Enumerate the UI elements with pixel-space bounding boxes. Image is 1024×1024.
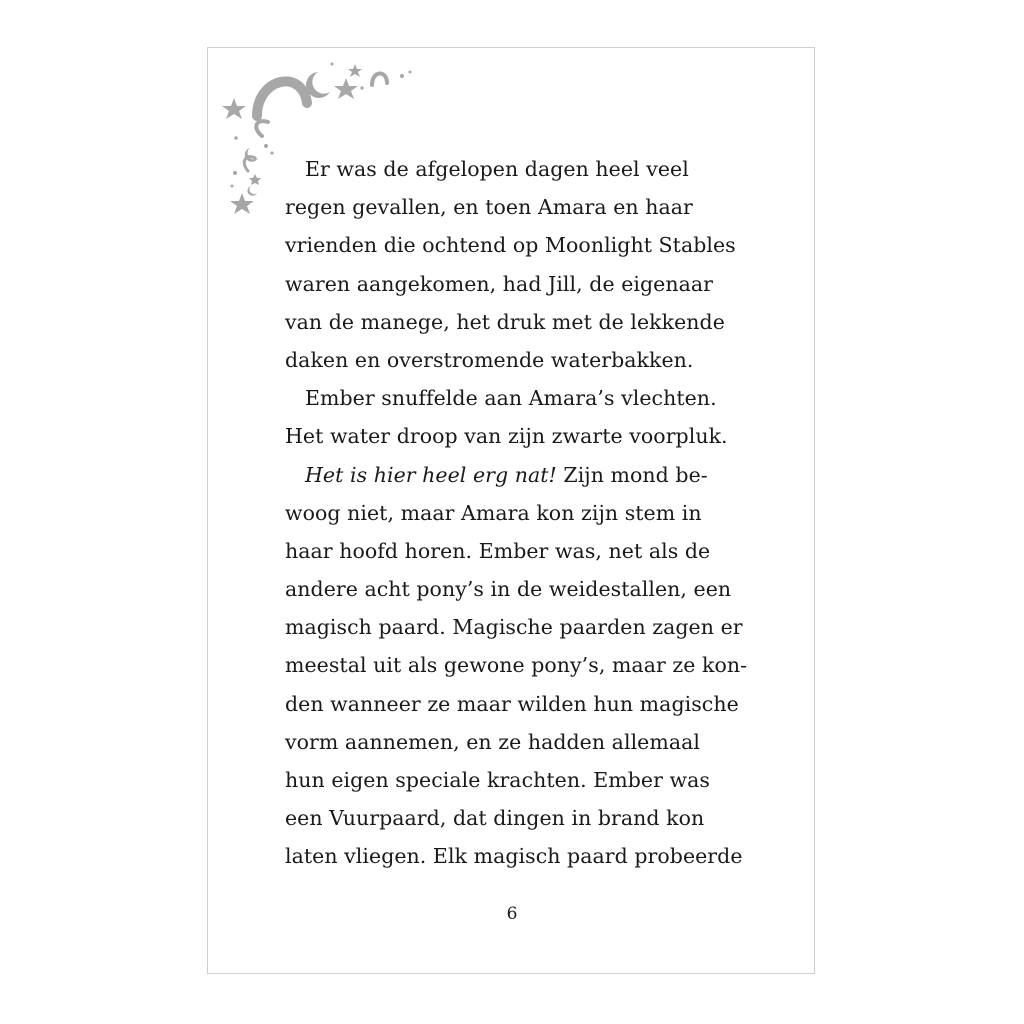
italic-thought: Het is hier heel erg nat! (305, 462, 557, 487)
text-line: daken en overstromende waterbakken. (285, 347, 694, 372)
star-icon (249, 174, 261, 185)
text-line: haar hoofd horen. Ember was, net als de (285, 538, 711, 563)
horseshoe-icon (372, 73, 387, 85)
text-line: laten vliegen. Elk magisch paard probeerde (285, 844, 743, 869)
star-icon (230, 193, 254, 214)
text-line: Ember snuffelde aan Amara’s vlechten. (305, 386, 717, 411)
star-icon (222, 98, 246, 119)
dot-icon (233, 171, 237, 175)
text-line: magisch paard. Magische paarden zagen er (285, 615, 743, 640)
text-line: vorm aannemen, en ze hadden allemaal (285, 729, 700, 754)
text-line: Er was de afgelopen dagen heel veel (305, 157, 689, 181)
text-line (285, 456, 755, 494)
text-line: Het water droop van zijn zwarte voorpluk. (285, 424, 728, 449)
dot-icon (231, 185, 234, 188)
text-line: andere acht pony’s in de weidestallen, een (285, 577, 732, 602)
text-line: regen gevallen, en toen Amara en haar (285, 195, 693, 220)
dot-icon (409, 71, 412, 74)
dot-icon (270, 151, 273, 154)
horseshoe-icon (257, 81, 307, 116)
text-line: waren aangekomen, had Jill, de eigenaar (285, 271, 713, 296)
horseshoe-icon (256, 121, 268, 136)
text-line-rest: Zijn mond be- (556, 462, 708, 487)
dot-icon (400, 74, 404, 78)
star-icon (348, 64, 362, 77)
text-line: meestal uit als gewone pony’s, maar ze kon- (285, 653, 748, 678)
page-number: 6 (506, 904, 518, 924)
moon-icon (245, 148, 258, 162)
dot-icon (234, 136, 238, 140)
text-line: hun eigen speciale krachten. Ember was (285, 768, 710, 792)
text-line: een Vuurpaard, dat dingen in brand kon (285, 806, 705, 831)
dot-icon (264, 144, 268, 148)
dot-icon (331, 63, 334, 66)
dot-icon (360, 86, 363, 89)
text-line: van de manege, het druk met de lekkende (285, 309, 725, 334)
star-icon (334, 78, 358, 99)
moon-icon (248, 186, 257, 196)
text-line: woog niet, maar Amara kon zijn stem in (285, 500, 702, 525)
text-line: vrienden die ochtend op Moonlight Stables (285, 233, 736, 258)
body-text (285, 150, 755, 876)
text-line: den wanneer ze maar wilden hun magische (285, 691, 739, 716)
